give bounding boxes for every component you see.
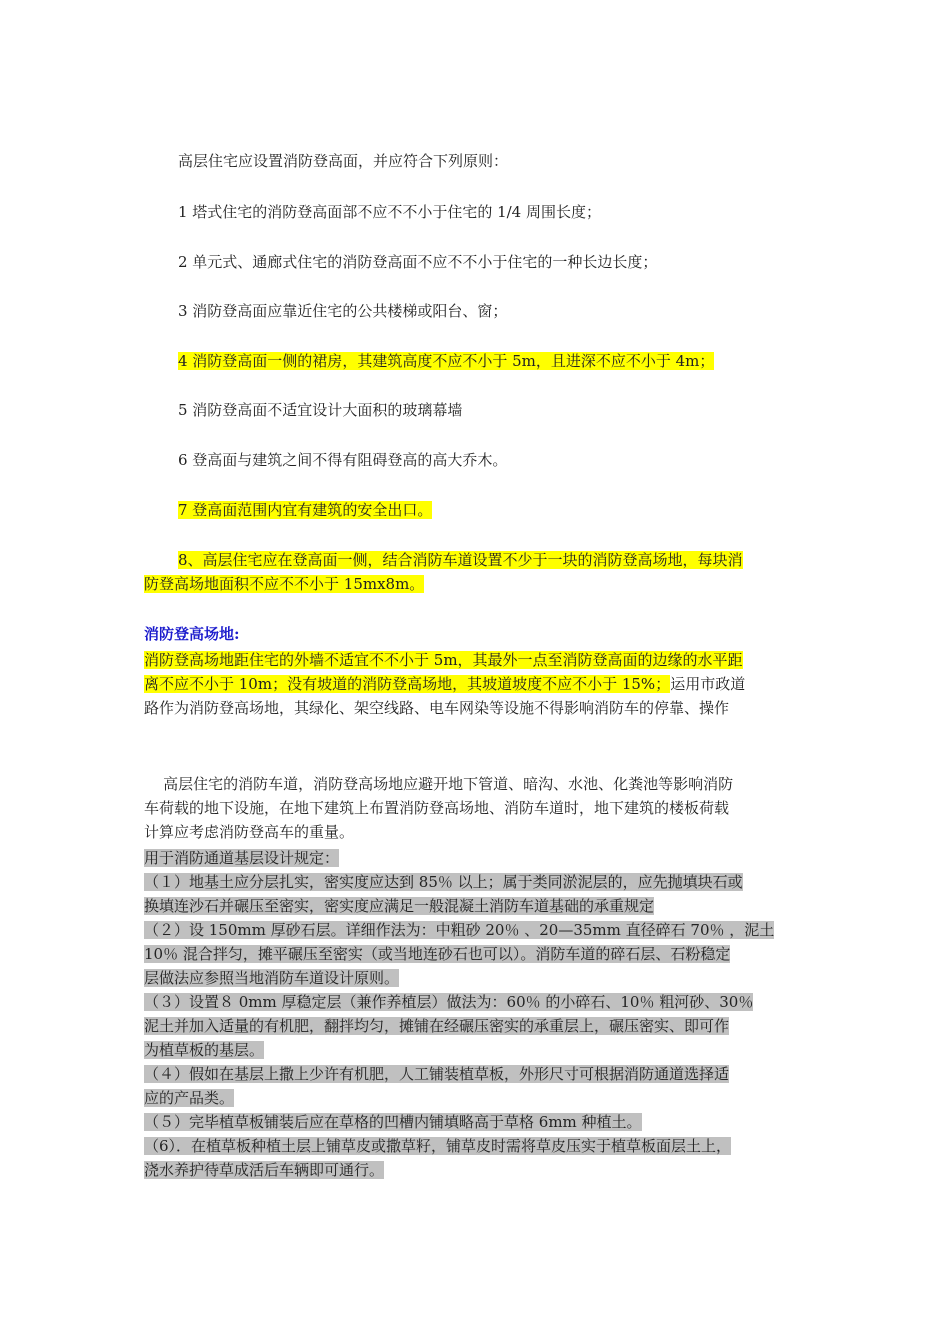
- base-rule-heading: 用于消防通道基层设计规定：: [144, 849, 340, 867]
- base-rule-line: （４）假如在基层上撒上少许有机肥，人工铺装植草板，外形尺寸可根据消防通道选择适: [144, 1065, 730, 1083]
- base-rule-line: 为植草板的基层。: [144, 1041, 265, 1059]
- site-line-2-highlight: 离不应不小于 10m；没有坡道的消防登高场地，其坡道坡度不应不小于 15%；: [144, 675, 671, 693]
- rule-7: [178, 500, 432, 520]
- base-rule-line: （５）完毕植草板铺装后应在草格的凹槽内铺填略高于草格 6mm 种植土。: [144, 1113, 642, 1131]
- base-rule-line: （３）设置８ 0mm 厚稳定层（兼作养植层）做法为：60％ 的小碎石、10％ 粗河砂、30％: [144, 993, 754, 1011]
- road-line-1: 高层住宅的消防车道，消防登高场地应避开地下管道、暗沟、水池、化粪池等影响消防: [144, 775, 734, 793]
- site-line-3: 路作为消防登高场地，其绿化、架空线路、电车网染等设施不得影响消防车的停靠、操作: [144, 699, 730, 717]
- base-rule-line: 换填连沙石并碾压至密实，密实度应满足一般混凝土消防车道基础的承重规定: [144, 897, 655, 915]
- base-rule-line: （6）．在植草板种植土层上铺草皮或撒草籽，铺草皮时需将草皮压实于植草板面层土上，: [144, 1137, 732, 1155]
- base-rule-line: 应的产品类。: [144, 1089, 235, 1107]
- base-rule-line: 10％ 混合拌匀，摊平碾压至密实（或当地连砂石也可以）。消防车道的碎石层、石粉稳定: [144, 945, 731, 963]
- rule-4: [178, 351, 714, 371]
- rule-7-text: 7 登高面范围内宜有建筑的安全出口。: [178, 501, 433, 519]
- rule-8-line-2: 防登高场地面积不应不不小于 15mx8m。: [144, 575, 425, 593]
- base-rule-line: 浇水养护待草成活后车辆即可通行。: [144, 1161, 385, 1179]
- base-rule-line: 泥土并加入适量的有机肥，翻拌均匀，摊铺在经碾压密实的承重层上，碾压密实、即可作: [144, 1017, 730, 1035]
- road-line-3: 计算应考虑消防登高车的重量。: [144, 823, 355, 841]
- site-line-1: 消防登高场地距住宅的外墙不适宜不不小于 5m，其最外一点至消防登高面的边缘的水平距: [144, 651, 743, 669]
- rule-2: 2 单元式、通廊式住宅的消防登高面不应不不小于住宅的一种长边长度；: [178, 253, 658, 271]
- rule-8-line-1: 8、高层住宅应在登高面一侧，结合消防车道设置不少于一块的消防登高场地，每块消: [178, 551, 743, 569]
- intro-line: 高层住宅应设置消防登高面，并应符合下列原则：: [178, 152, 509, 170]
- base-rule-line: 层做法应参照当地消防车道设计原则。: [144, 969, 400, 987]
- rule-8-paragraph-cont: [144, 572, 806, 596]
- site-heading: 消防登高场地:: [144, 625, 240, 643]
- site-paragraph: [144, 648, 806, 720]
- rule-6: 6 登高面与建筑之间不得有阻碍登高的高大乔木。: [178, 451, 508, 469]
- road-paragraph: [144, 772, 806, 844]
- base-rule-line: （１）地基土应分层扎实，密实度应达到 85％ 以上；属于类同淤泥层的，应先抛填块石或: [144, 873, 743, 891]
- road-line-2: 车荷载的地下设施，在地下建筑上布置消防登高场地、消防车道时，地下建筑的楼板荷载: [144, 799, 730, 817]
- rule-5: 5 消防登高面不适宜设计大面积的玻璃幕墙: [178, 401, 463, 419]
- rule-8-paragraph: [144, 548, 806, 572]
- rule-4-text: 4 消防登高面一侧的裙房，其建筑高度不应不小于 5m，且进深不应不小于 4m；: [178, 352, 715, 370]
- site-line-2-rest: 运用市政道: [670, 675, 746, 693]
- rule-1: 1 塔式住宅的消防登高面部不应不不小于住宅的 1/4 周围长度；: [178, 203, 601, 221]
- base-rules: [144, 846, 806, 1182]
- base-rule-line: （２）设 150mm 厚砂石层。详细作法为：中粗砂 20％ 、20—35mm 直径碎石 70％ ，泥土: [144, 921, 775, 939]
- rule-3: 3 消防登高面应靠近住宅的公共楼梯或阳台、窗；: [178, 302, 508, 320]
